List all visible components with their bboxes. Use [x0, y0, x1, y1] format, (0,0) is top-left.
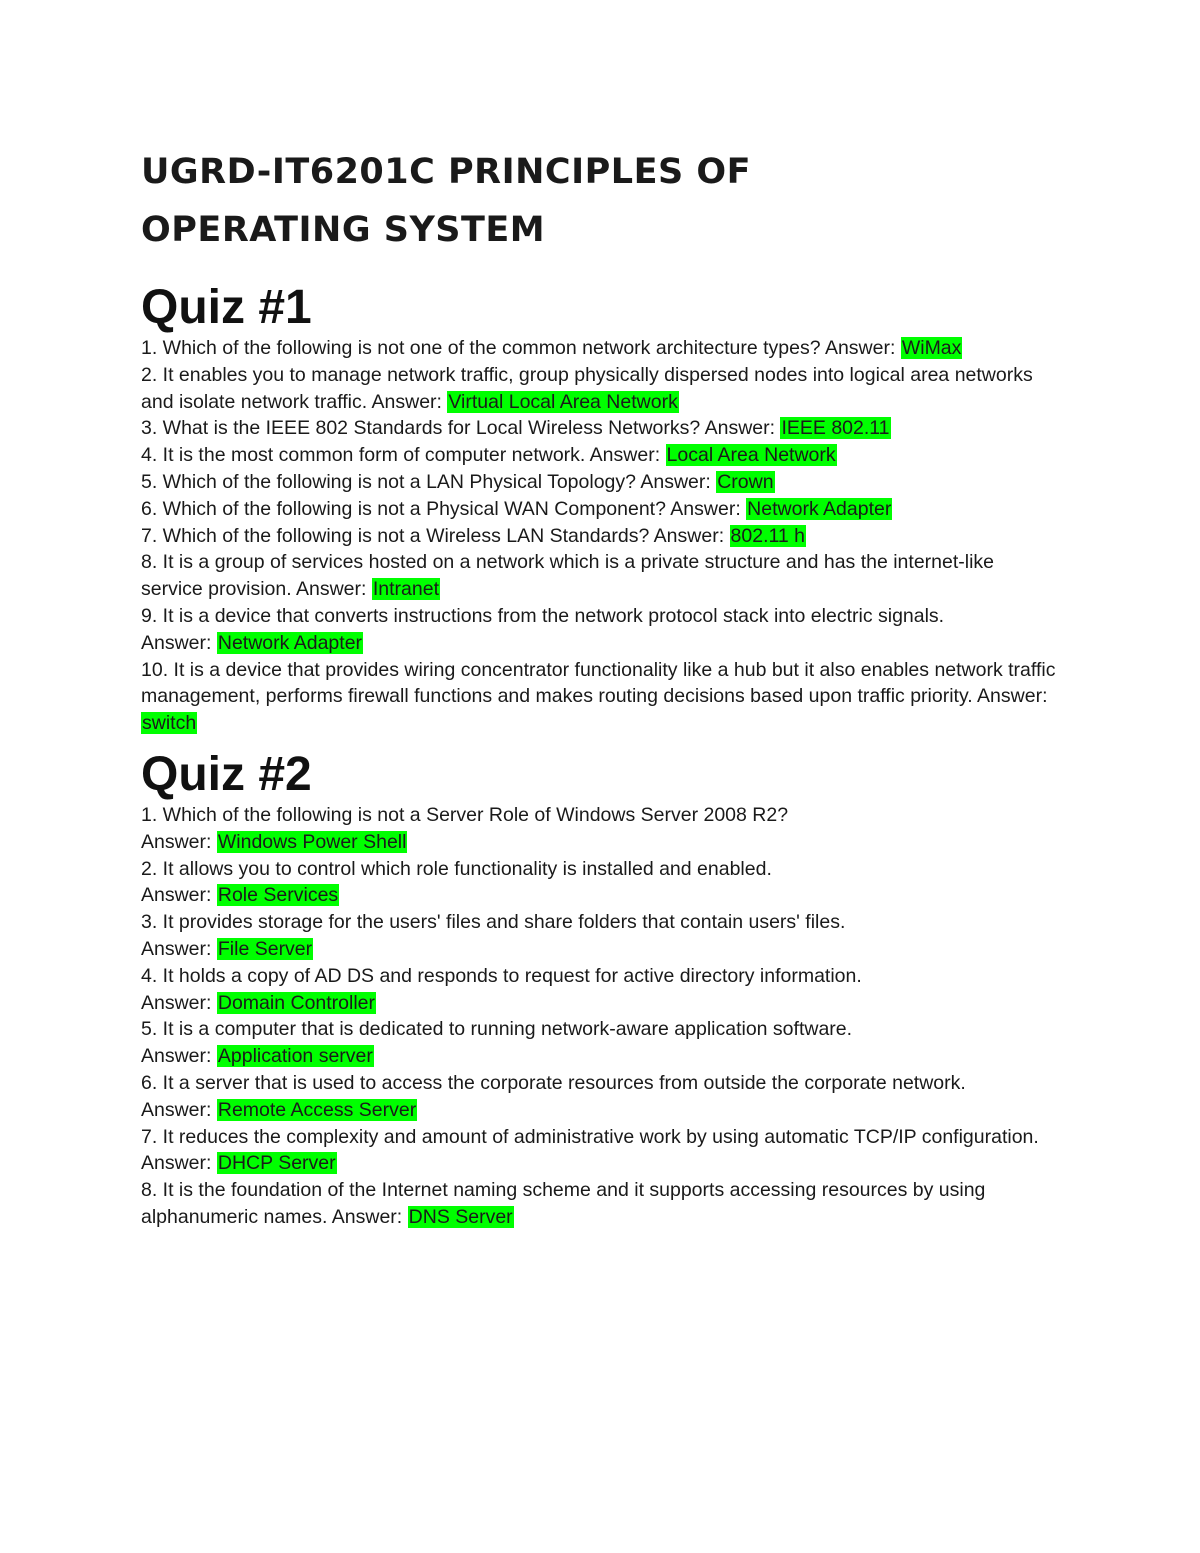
question-text: 2. It enables you to manage network traffic, group physically dispersed nodes into logical area networks and isolate network traffic.	[141, 363, 1033, 413]
question-item	[141, 1070, 1061, 1124]
question-text: 8. It is a group of services hosted on a network which is a private structure and has the internet-like service provision.	[141, 551, 995, 601]
question-item	[141, 856, 1061, 910]
question-item	[141, 802, 1061, 856]
answer-highlight: Intranet	[372, 578, 439, 601]
answer-label: Answer:	[589, 444, 661, 467]
answer-highlight: WiMax	[901, 337, 962, 359]
answer-label: Answer:	[331, 1205, 403, 1228]
document-title	[141, 143, 1061, 259]
question-text: 3. It provides storage for the users' files and share folders that contain users' files.	[141, 911, 846, 934]
answer-label: Answer:	[141, 631, 212, 654]
answer-label: Answer:	[141, 830, 212, 853]
answer-highlight: Network Adapter	[217, 631, 363, 654]
question-text: 7. Which of the following is not a Wireless LAN Standards?	[141, 524, 650, 547]
question-text: 8. It is the foundation of the Internet naming scheme and it supports accessing resources by using alphanumeric names.	[141, 1179, 986, 1228]
answer-highlight: DHCP Server	[217, 1152, 336, 1175]
answer-label: Answer:	[295, 578, 367, 601]
question-text: 7. It reduces the complexity and amount of administrative work by using automatic TCP/IP configuration.	[141, 1125, 1039, 1148]
question-item	[141, 335, 1061, 362]
quiz-2-section	[141, 748, 1061, 1231]
answer-label: Answer:	[141, 1098, 212, 1121]
answer-highlight: Application server	[217, 1045, 373, 1068]
quiz-1-heading: Quiz #1	[141, 281, 312, 334]
question-item	[141, 963, 1061, 1017]
answer-highlight: DNS Server	[408, 1205, 513, 1228]
answer-highlight: Domain Controller	[217, 991, 376, 1014]
question-item	[141, 523, 1061, 550]
question-item	[141, 1177, 1061, 1231]
question-text: 3. What is the IEEE 802 Standards for Local Wireless Networks?	[141, 417, 701, 440]
question-item	[141, 1016, 1061, 1070]
question-text: 1. Which of the following is not a Server Role of Windows Server 2008 R2?	[141, 803, 789, 826]
answer-highlight: switch	[142, 712, 197, 735]
document-page	[141, 143, 1061, 1231]
answer-highlight: 802.11 h	[730, 524, 806, 547]
answer-highlight: Crown	[717, 470, 774, 493]
quiz-2-heading: Quiz #2	[141, 747, 312, 801]
answer-label: Answer:	[141, 884, 212, 907]
answer-highlight: Local Area Network	[666, 444, 836, 467]
question-text: 9. It is a device that converts instructions from the network protocol stack into electric signals.	[141, 604, 945, 627]
answer-label: Answer:	[977, 685, 1048, 708]
question-item	[141, 603, 1061, 657]
answer-highlight: Network Adapter	[747, 497, 892, 520]
answer-label: Answer:	[141, 1152, 212, 1175]
quiz-2-question-list	[141, 802, 1061, 1231]
answer-label: Answer:	[670, 497, 741, 520]
answer-label: Answer:	[141, 991, 212, 1014]
answer-label: Answer:	[824, 337, 896, 359]
answer-highlight: Remote Access Server	[217, 1098, 417, 1121]
question-text: 10. It is a device that provides wiring concentrator functionality like a hub but it also enables network traffic management, performs firewall functions and makes routing decisions based upon traffic priority.	[141, 658, 1056, 708]
question-item	[141, 1124, 1061, 1178]
question-text: 6. Which of the following is not a Physical WAN Component?	[141, 497, 666, 520]
question-item	[141, 496, 1061, 523]
quiz-1-section	[141, 281, 1061, 737]
answer-highlight: Virtual Local Area Network	[448, 390, 678, 413]
question-item	[141, 415, 1061, 442]
question-item	[141, 469, 1061, 496]
answer-highlight: Windows Power Shell	[217, 830, 407, 853]
question-text: 1. Which of the following is not one of the common network architecture types?	[141, 337, 821, 359]
question-item	[141, 442, 1061, 469]
document-title-line-2: OPERATING SYSTEM	[141, 210, 546, 250]
question-item	[141, 549, 1061, 603]
answer-label: Answer:	[704, 417, 776, 440]
question-item	[141, 909, 1061, 963]
question-text: 5. It is a computer that is dedicated to running network-aware application software.	[141, 1018, 853, 1041]
question-item	[141, 657, 1061, 737]
answer-label: Answer:	[653, 524, 725, 547]
question-text: 6. It a server that is used to access the corporate resources from outside the corporate network.	[141, 1071, 966, 1094]
answer-label: Answer:	[141, 1045, 212, 1068]
question-text: 2. It allows you to control which role functionality is installed and enabled.	[141, 857, 772, 880]
question-text: 4. It is the most common form of computer network.	[141, 444, 586, 467]
document-title-line-1: UGRD-IT6201C PRINCIPLES OF	[141, 152, 752, 192]
answer-highlight: Role Services	[217, 884, 339, 907]
question-text: 5. Which of the following is not a LAN Physical Topology?	[141, 470, 636, 493]
answer-label: Answer:	[640, 470, 711, 493]
question-item	[141, 362, 1061, 416]
question-text: 4. It holds a copy of AD DS and responds to request for active directory information.	[141, 964, 862, 987]
answer-highlight: File Server	[217, 937, 313, 960]
answer-label: Answer:	[371, 390, 442, 413]
quiz-1-question-list	[141, 335, 1061, 737]
answer-label: Answer:	[141, 937, 212, 960]
answer-highlight: IEEE 802.11	[781, 417, 890, 440]
